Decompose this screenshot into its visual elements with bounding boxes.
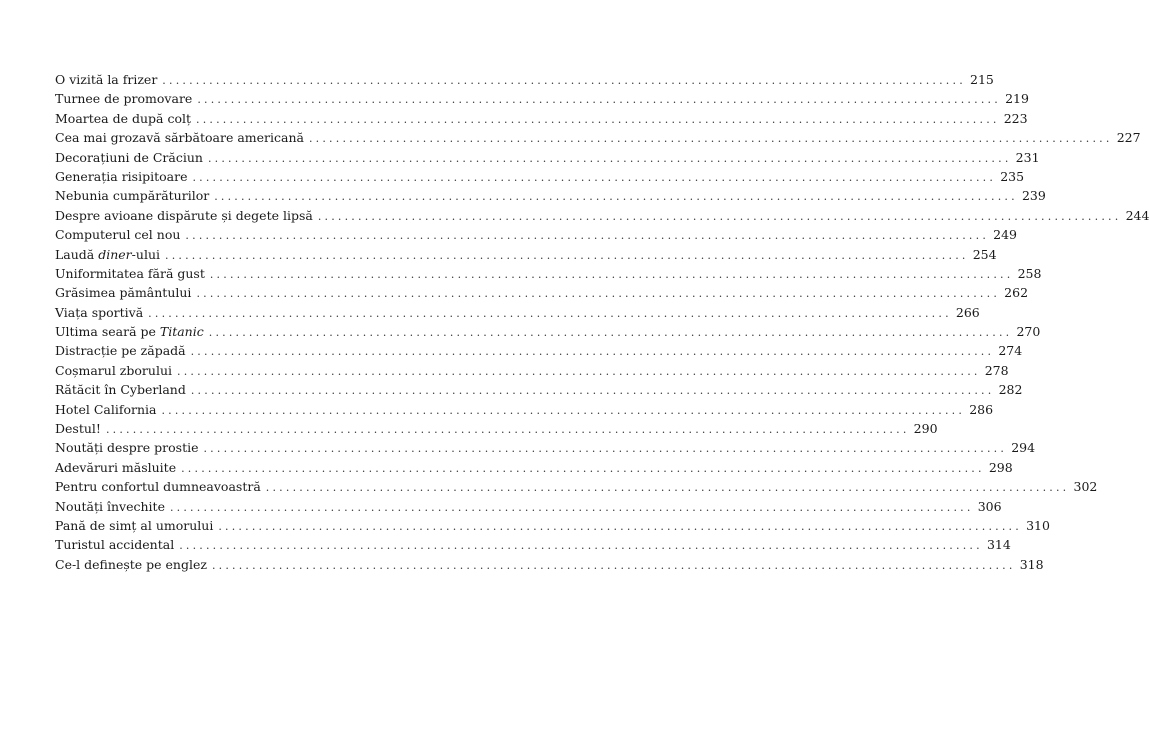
toc-entry-title: Cea mai grozavă sărbătoare americană (55, 130, 304, 146)
toc-row (55, 70, 994, 89)
toc-entry-title: Grăsimea pământului (55, 285, 192, 301)
toc-entry-title: O vizită la frizer (55, 72, 158, 87)
toc-row (55, 322, 1041, 341)
toc-leader-dots: ........................................................................................................................ (214, 190, 1018, 204)
toc-entry-title: Viața sportivă (55, 304, 144, 320)
toc-page-number: 235 (1000, 168, 1025, 184)
toc-entry-title: Generația risipitoare (55, 168, 188, 184)
toc-row (55, 516, 1050, 535)
toc-page-number: 286 (969, 401, 994, 417)
toc-leader-dots: ........................................................................................................................ (177, 364, 981, 378)
toc-entry-title: Turistul accidental (55, 537, 175, 553)
toc-leader-dots: ........................................................................................................................ (207, 151, 1012, 165)
toc-leader-dots: ........................................................................................................................ (169, 500, 974, 514)
toc-page-number: 227 (1116, 130, 1141, 146)
toc-row (55, 438, 1036, 457)
toc-entry-title: Uniformitatea fără gust (55, 265, 205, 281)
toc-page-number: 270 (1016, 324, 1041, 340)
toc-leader-dots: ........................................................................................................................ (190, 384, 995, 398)
toc-row (55, 303, 980, 322)
toc-page-number: 266 (955, 304, 980, 320)
toc-entry-title: Coșmarul zborului (55, 362, 172, 378)
table-of-contents (55, 70, 1149, 574)
toc-leader-dots: ........................................................................................................................ (265, 481, 1070, 495)
toc-row (55, 225, 1018, 244)
toc-row (55, 245, 997, 264)
toc-row (55, 148, 1040, 167)
toc-page-number: 302 (1073, 479, 1098, 495)
toc-leader-dots: ........................................................................................................................ (190, 345, 995, 359)
toc-row (55, 458, 1013, 477)
toc-row (55, 167, 1025, 186)
toc-page-number: 306 (977, 498, 1002, 514)
toc-row (55, 380, 1023, 399)
toc-entry-title: Distracție pe zăpadă (55, 343, 186, 359)
toc-entry-title: Noutăți despre prostie (55, 440, 199, 456)
toc-page-number: 274 (998, 343, 1023, 359)
toc-page-number: 239 (1021, 188, 1046, 204)
toc-page-number: 219 (1005, 91, 1029, 107)
toc-row (55, 400, 994, 419)
toc-leader-dots: ........................................................................................................................ (162, 74, 966, 87)
toc-leader-dots: ........................................................................................................................ (161, 403, 966, 417)
toc-row (55, 264, 1042, 283)
toc-page-number: 318 (1019, 556, 1044, 572)
toc-page-number: 249 (993, 227, 1018, 243)
toc-leader-dots: ........................................................................................................................ (196, 112, 1000, 126)
toc-leader-dots: ........................................................................................................................ (165, 248, 969, 262)
toc-entry-title: Turnee de promovare (55, 91, 193, 107)
toc-page-number: 278 (984, 362, 1009, 378)
toc-row (55, 497, 1002, 516)
toc-leader-dots: ........................................................................................................................ (209, 267, 1014, 281)
toc-leader-dots: ........................................................................................................................ (197, 93, 1001, 107)
toc-row (55, 128, 1141, 147)
toc-row (55, 535, 1011, 554)
toc-page-number: 298 (988, 459, 1013, 475)
toc-page-number: 215 (970, 72, 994, 87)
toc-entry-title: Noutăți învechite (55, 498, 165, 514)
toc-page-number: 282 (998, 382, 1023, 398)
toc-row (55, 283, 1029, 302)
toc-entry-title: Nebunia cumpărăturilor (55, 188, 210, 204)
toc-leader-dots: ........................................................................................................................ (105, 423, 910, 437)
toc-page-number: 314 (986, 537, 1011, 553)
toc-page-number: 258 (1017, 265, 1042, 281)
toc-entry-title: Hotel California (55, 401, 157, 417)
toc-page-number: 310 (1026, 517, 1050, 533)
toc-row (55, 477, 1098, 496)
toc-leader-dots: ........................................................................................................................ (179, 539, 983, 553)
toc-leader-dots: ........................................................................................................................ (317, 209, 1122, 223)
toc-leader-dots: ........................................................................................................................ (208, 326, 1013, 340)
toc-row (55, 341, 1023, 360)
toc-entry-title: Pentru confortul dumneavoastră (55, 479, 261, 495)
toc-page-number: 231 (1015, 149, 1040, 165)
toc-entry-title: Pană de simț al umorului (55, 517, 214, 533)
toc-entry-title: Adevăruri măsluite (55, 459, 177, 475)
toc-entry-title: Moartea de după colț (55, 110, 191, 126)
toc-entry-title: Ce-l definește pe englez (55, 556, 207, 572)
toc-entry-title: Ultima seară pe Titanic (55, 324, 204, 340)
toc-leader-dots: ........................................................................................................................ (211, 558, 1016, 572)
toc-leader-dots: ........................................................................................................................ (196, 287, 1001, 301)
toc-page-number: 223 (1003, 110, 1028, 126)
toc-leader-dots: ........................................................................................................................ (192, 170, 997, 184)
toc-row (55, 555, 1044, 574)
toc-leader-dots: ........................................................................................................................ (308, 132, 1113, 146)
toc-leader-dots: ........................................................................................................................ (218, 519, 1022, 533)
toc-entry-title: Destul! (55, 421, 101, 437)
toc-row (55, 109, 1028, 128)
toc-row (55, 186, 1046, 205)
toc-row (55, 89, 1029, 108)
toc-page-number: 254 (972, 246, 997, 262)
toc-leader-dots: ........................................................................................................................ (185, 229, 990, 243)
toc-row (55, 361, 1009, 380)
toc-leader-dots: ........................................................................................................................ (148, 306, 952, 320)
toc-leader-dots: ........................................................................................................................ (203, 442, 1008, 456)
toc-page-number: 290 (913, 421, 938, 437)
toc-page-number: 294 (1011, 440, 1036, 456)
toc-entry-title: Rătăcit în Cyberland (55, 382, 186, 398)
toc-entry-title: Laudă diner-ului (55, 246, 160, 262)
toc-leader-dots: ........................................................................................................................ (181, 461, 985, 475)
toc-page-number: 244 (1125, 207, 1149, 223)
toc-page-number: 262 (1004, 285, 1029, 301)
toc-row (55, 206, 1149, 225)
toc-row (55, 419, 938, 438)
toc-entry-title: Decorațiuni de Crăciun (55, 149, 203, 165)
toc-entry-title: Computerul cel nou (55, 227, 181, 243)
toc-entry-title: Despre avioane dispărute și degete lipsă (55, 207, 313, 223)
